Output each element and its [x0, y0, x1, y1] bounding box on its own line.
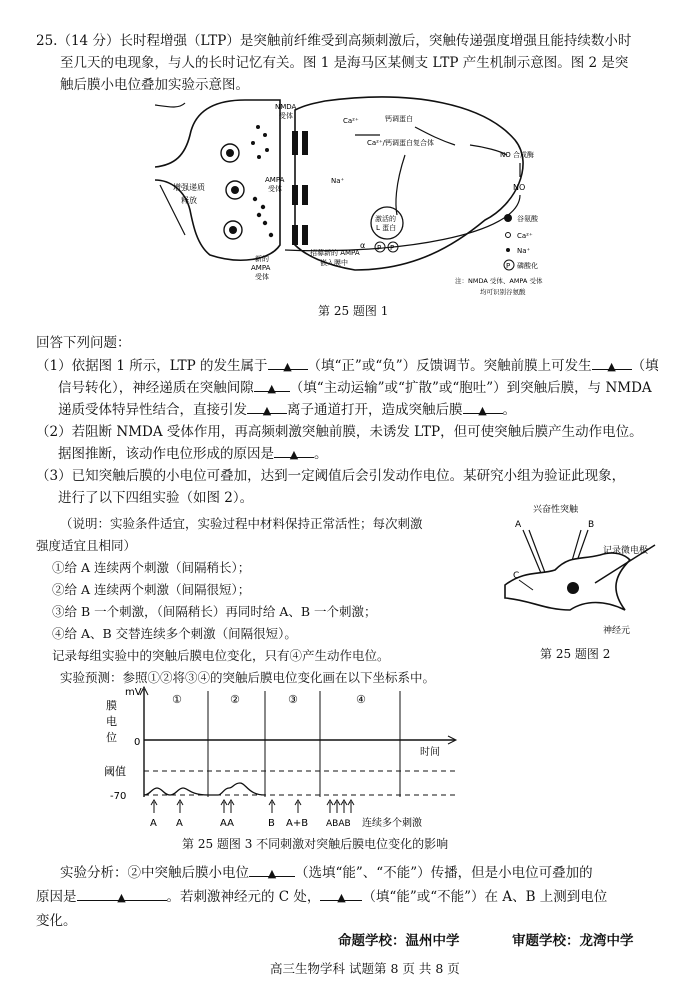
stim-a-1: A [150, 818, 157, 829]
label-c: C [513, 571, 520, 581]
blank-triangle: ▲ [267, 867, 277, 880]
alpha-label: α [360, 241, 366, 250]
stim-abab: ABAB [326, 819, 351, 829]
q1-blank-5[interactable] [463, 399, 503, 417]
time-label: 时间 [420, 747, 440, 758]
electrode-label: 记录微电极 [603, 546, 649, 556]
stim-a-2: A [176, 818, 183, 829]
analysis-line-2 [36, 886, 607, 908]
q25-line-1: 25.（14 分）长时程增强（LTP）是突触前纤维受到高频刺激后，突触传递强度增强且能持续数小时 [36, 33, 632, 49]
analysis-line-3: 变化。 [36, 913, 77, 929]
group-1-label: ① [172, 693, 182, 706]
zero-label: 0 [134, 737, 141, 748]
q2-line-1: （2）若阻断 NMDA 受体作用，再高频刺激突触前膜，未诱发 LTP，但可使突触后膜产生动作电位。 [36, 424, 643, 440]
analysis-line-1 [60, 862, 593, 884]
experiment-3: ③给 B 一个刺激，（间隔稍长）再同时给 A、B 一个刺激； [52, 604, 377, 619]
blank-triangle: ▲ [607, 360, 616, 373]
stim-b: B [268, 818, 275, 829]
label-a: A [515, 520, 522, 530]
recruited-label: 招募新的 AMPA [310, 249, 360, 257]
new-label: 新的 [255, 255, 269, 263]
calmodulin-label: 钙调蛋白 [385, 115, 413, 123]
q1-text-c: （填 [631, 358, 659, 374]
q2-text-b: 据图推断，该动作电位形成的原因是 [58, 446, 274, 462]
new-ampa-label: AMPA [251, 264, 271, 272]
complex-label: Ca²⁺/钙调蛋白复合体 [367, 139, 435, 147]
predict-text: 实验预测：参照①②将③④的突触后膜电位变化画在以下坐标系中。 [60, 670, 436, 685]
figure-1-note-2: 均可识别谷氨酸 [480, 288, 526, 296]
experiment-2: ②给 A 连续两个刺激（间隔很短）； [52, 582, 251, 597]
enhanced-label: 增强递质 [173, 183, 205, 192]
analysis-text-2: （选填“能”、“不能”）传播，但是小电位可叠加的 [295, 865, 593, 881]
ampa-label: AMPA [265, 176, 285, 184]
q1-blank-1[interactable] [268, 355, 308, 373]
new-ampa-receptor-label: 受体 [255, 273, 269, 281]
q1-text-h: 。 [502, 402, 516, 418]
nmda-receptor-label: 受体 [279, 112, 293, 120]
figure-1-caption: 第 25 题图 1 [318, 304, 389, 318]
figure-3-caption: 第 25 题图 3 不同刺激对突触后膜电位变化的影响 [182, 837, 449, 851]
q25-line-3: 触后膜小电位叠加实验示意图。 [60, 77, 249, 93]
blank-triangle: ▲ [117, 891, 126, 904]
q1-line-1 [36, 355, 659, 377]
minus-70-label: -70 [110, 791, 127, 802]
q3-note-a: （说明：实验条件适宜，实验过程中材料保持正常活性；每次刺激 [60, 516, 423, 531]
legend-ca: Ca²⁺ [517, 232, 533, 240]
figure-1-note-1: 注：NMDA 受体、AMPA 受体 [455, 277, 543, 285]
legend-phosphorylation: 磷酸化 [517, 262, 538, 270]
activated-label: 激活的 [375, 215, 396, 223]
analysis-text-4: 。若刺激神经元的 C 处， [166, 889, 321, 905]
mv-label: mV [125, 687, 142, 698]
na-ion-label: Na⁺ [331, 177, 345, 185]
release-label: 释放 [181, 196, 197, 205]
stim-aa: AA [220, 818, 234, 829]
q25-line-2: 至几天的电现象，与人的长时记忆有关。图 1 是海马区某侧支 LTP 产生机制示意图。图 2 是突 [60, 55, 629, 71]
threshold-label: 阈值 [104, 765, 126, 778]
figure-2-caption: 第 25 题图 2 [540, 647, 611, 661]
q1-text-f: 递质受体特异性结合，直接引发 [58, 402, 247, 418]
blank-triangle: ▲ [262, 404, 272, 417]
blank-triangle: ▲ [283, 360, 292, 373]
q3-line-2: 进行了以下四组实验（如图 2）。 [58, 490, 254, 506]
q1-text-b: （填“正”或“负”）反馈调节。突触前膜上可发生 [307, 358, 592, 374]
q1-text-a: （1）依据图 1 所示，LTP 的发生属于 [36, 358, 268, 374]
analysis-text-5: （填“能”或“不能”）在 A、B 上测到电位 [362, 889, 608, 905]
p-circle-2: P [390, 244, 395, 252]
analysis-blank-1[interactable] [249, 862, 295, 880]
p-circle-1: P [377, 244, 382, 252]
stim-a-plus-b: A+B [286, 818, 309, 829]
blank-triangle: ▲ [478, 404, 487, 417]
setter-school: 命题学校：温州中学 [338, 933, 460, 949]
legend-glutamate: 谷氨酸 [517, 215, 538, 223]
legend-p-circle: P [506, 262, 511, 270]
group-3-label: ③ [288, 693, 298, 706]
q3-note-b: 强度适宜且相同） [36, 538, 137, 553]
ca-ion-label: Ca²⁺ [343, 117, 359, 125]
q1-line-3 [58, 399, 516, 421]
q1-blank-4[interactable] [247, 399, 287, 417]
y-label-3: 位 [106, 731, 117, 744]
figure-1-ltp-diagram [155, 95, 600, 300]
q1-text-g: 离子通道打开，造成突触后膜 [287, 402, 463, 418]
l-protein-label: L 蛋白 [376, 224, 397, 232]
synapse-label: 兴奋性突触 [533, 505, 579, 515]
q1-blank-2[interactable] [592, 355, 632, 373]
legend-na: Na⁺ [517, 247, 531, 255]
stim-multiple: 连续多个刺激 [362, 818, 422, 829]
y-label-1: 膜 [106, 699, 117, 712]
group-4-label: ④ [356, 693, 366, 706]
ampa-receptor-label: 受体 [268, 185, 282, 193]
q2-blank[interactable] [274, 443, 314, 461]
nmda-label: NMDA [275, 103, 297, 111]
no-synthase-label: NO 合成酶 [500, 151, 534, 159]
analysis-blank-3[interactable] [320, 886, 362, 904]
analysis-blank-2[interactable] [77, 886, 167, 904]
reviewer-school: 审题学校：龙湾中学 [512, 933, 634, 949]
q1-blank-3[interactable] [254, 377, 290, 395]
record-text: 记录每组实验中的突触后膜电位变化，只有④产生动作电位。 [52, 648, 390, 663]
figure-2-neuron-diagram [485, 500, 685, 640]
q2-text-c: 。 [314, 446, 328, 462]
page-footer: 高三生物学科 试题第 8 页 共 8 页 [270, 961, 460, 976]
blank-triangle: ▲ [289, 448, 299, 461]
label-b: B [588, 520, 595, 530]
no-label: NO [513, 183, 526, 192]
analysis-text-1: 实验分析：②中突触后膜小电位 [60, 865, 249, 881]
analysis-text-3: 原因是 [36, 889, 77, 905]
q1-text-e: （填“主动运输”或“扩散”或“胞吐”）到突触后膜，与 NMDA [289, 380, 652, 396]
y-label-2: 电 [106, 715, 117, 728]
q2-line-2 [58, 443, 328, 465]
neuron-label: 神经元 [603, 626, 631, 636]
group-2-label: ② [230, 693, 240, 706]
embed-label: 嵌入膜中 [320, 259, 348, 267]
q1-text-d: 信号转化），神经递质在突触间隙 [58, 380, 254, 396]
blank-triangle: ▲ [267, 382, 276, 395]
blank-triangle: ▲ [337, 891, 346, 904]
experiment-1: ①给 A 连续两个刺激（间隔稍长）； [52, 560, 251, 575]
questions-intro: 回答下列问题： [36, 335, 131, 351]
experiment-4: ④给 A、B 交替连续多个刺激（间隔很短）。 [52, 626, 297, 641]
q3-line-1: （3）已知突触后膜的小电位可叠加，达到一定阈值后会引发动作电位。某研究小组为验证此现象， [36, 468, 626, 484]
q1-line-2 [58, 377, 652, 399]
figure-3-potential-graph [100, 685, 480, 830]
